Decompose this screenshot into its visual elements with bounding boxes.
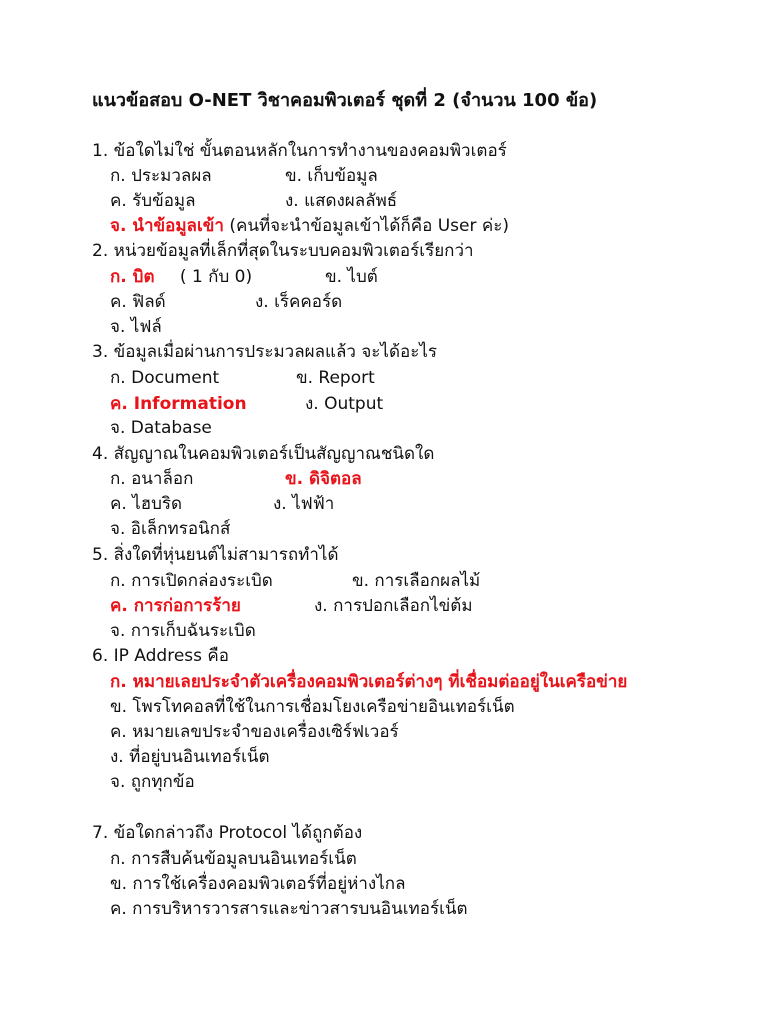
q5-option-b: ข. การเลือกผลไม้	[352, 571, 481, 591]
q4-answer: ข. ดิจิตอล	[285, 469, 362, 489]
q6-answer: ก. หมายเลยประจำตัวเครื่องคอมพิวเตอร์ต่างๆ ที่เชื่อมต่ออยู่ในเครือข่าย	[110, 672, 628, 692]
q6-option-d: ง. ที่อยู่บนอินเทอร์เน็ต	[110, 747, 270, 767]
q2-option-e: จ. ไฟล์	[110, 317, 162, 337]
page-title: แนวข้อสอบ O-NET วิชาคอมพิวเตอร์ ชุดที่ 2 (จำนวน 100 ข้อ)	[92, 90, 598, 111]
q1-option-c: ค. รับข้อมูล	[110, 191, 196, 211]
q1-answer: จ. นำข้อมูลเข้า	[110, 216, 224, 236]
q7-option-c: ค. การบริหารวารสารและข่าวสารบนอินเทอร์เน็ต	[110, 899, 468, 919]
q6-option-c: ค. หมายเลขประจำของเครื่องเซิร์ฟเวอร์	[110, 722, 399, 742]
q3-answer: ค. Information	[110, 394, 247, 414]
q4-option-d: ง. ไฟฟ้า	[273, 494, 335, 514]
q4-option-c: ค. ไฮบริด	[110, 494, 183, 514]
q7-option-a: ก. การสืบค้นข้อมูลบนอินเทอร์เน็ต	[110, 849, 357, 869]
question-7: 7. ข้อใดกล่าวถึง Protocol ได้ถูกต้อง	[92, 823, 363, 843]
q2-option-c: ค. ฟิลด์	[110, 292, 166, 312]
q3-option-d: ง. Output	[305, 394, 384, 414]
q1-option-d: ง. แสดงผลลัพธ์	[285, 191, 398, 211]
question-2: 2. หน่วยข้อมูลที่เล็กที่สุดในระบบคอมพิวเตอร์เรียกว่า	[92, 241, 474, 261]
q2-answer: ก. บิต	[110, 267, 155, 287]
q1-answer-note: (คนที่จะนำข้อมูลเข้าได้ก็คือ User ค่ะ)	[223, 216, 510, 236]
q1-option-e-row	[110, 215, 509, 237]
q3-option-a: ก. Document	[110, 368, 220, 388]
q4-option-e: จ. อิเล็กทรอนิกส์	[110, 519, 231, 539]
q3-option-b: ข. Report	[296, 368, 375, 388]
q1-option-a: ก. ประมวลผล	[110, 166, 212, 186]
q2-option-a-row	[110, 266, 252, 288]
q2-option-d: ง. เร็คคอร์ด	[255, 292, 343, 312]
q4-option-a: ก. อนาล็อก	[110, 469, 194, 489]
question-3: 3. ข้อมูลเมื่อผ่านการประมวลผลแล้ว จะได้อะไร	[92, 342, 438, 362]
q2-answer-note: ( 1 กับ 0)	[179, 267, 253, 287]
q3-option-e: จ. Database	[110, 418, 212, 438]
q5-option-a: ก. การเปิดกล่องระเบิด	[110, 571, 273, 591]
q6-option-e: จ. ถูกทุกข้อ	[110, 772, 195, 792]
question-6: 6. IP Address คือ	[92, 646, 229, 666]
q5-option-d: ง. การปอกเลือกไข่ต้ม	[314, 596, 473, 616]
q1-option-b: ข. เก็บข้อมูล	[285, 166, 378, 186]
q5-answer: ค. การก่อการร้าย	[110, 596, 241, 616]
q7-option-b: ข. การใช้เครื่องคอมพิวเตอร์ที่อยู่ห่างไกล	[110, 874, 406, 894]
q2-option-b: ข. ไบต์	[325, 267, 378, 287]
question-5: 5. สิ่งใดที่หุ่นยนต์ไม่สามารถทำได้	[92, 545, 339, 565]
question-4: 4. สัญญาณในคอมพิวเตอร์เป็นสัญญาณชนิดใด	[92, 444, 435, 464]
q5-option-e: จ. การเก็บฉันระเบิด	[110, 621, 256, 641]
q6-option-b: ข. โพรโทคอลที่ใช้ในการเชื่อมโยงเครือข่ายอินเทอร์เน็ต	[110, 697, 515, 717]
question-1: 1. ข้อใดไม่ใช่ ขั้นตอนหลักในการทำงานของคอมพิวเตอร์	[92, 141, 507, 161]
